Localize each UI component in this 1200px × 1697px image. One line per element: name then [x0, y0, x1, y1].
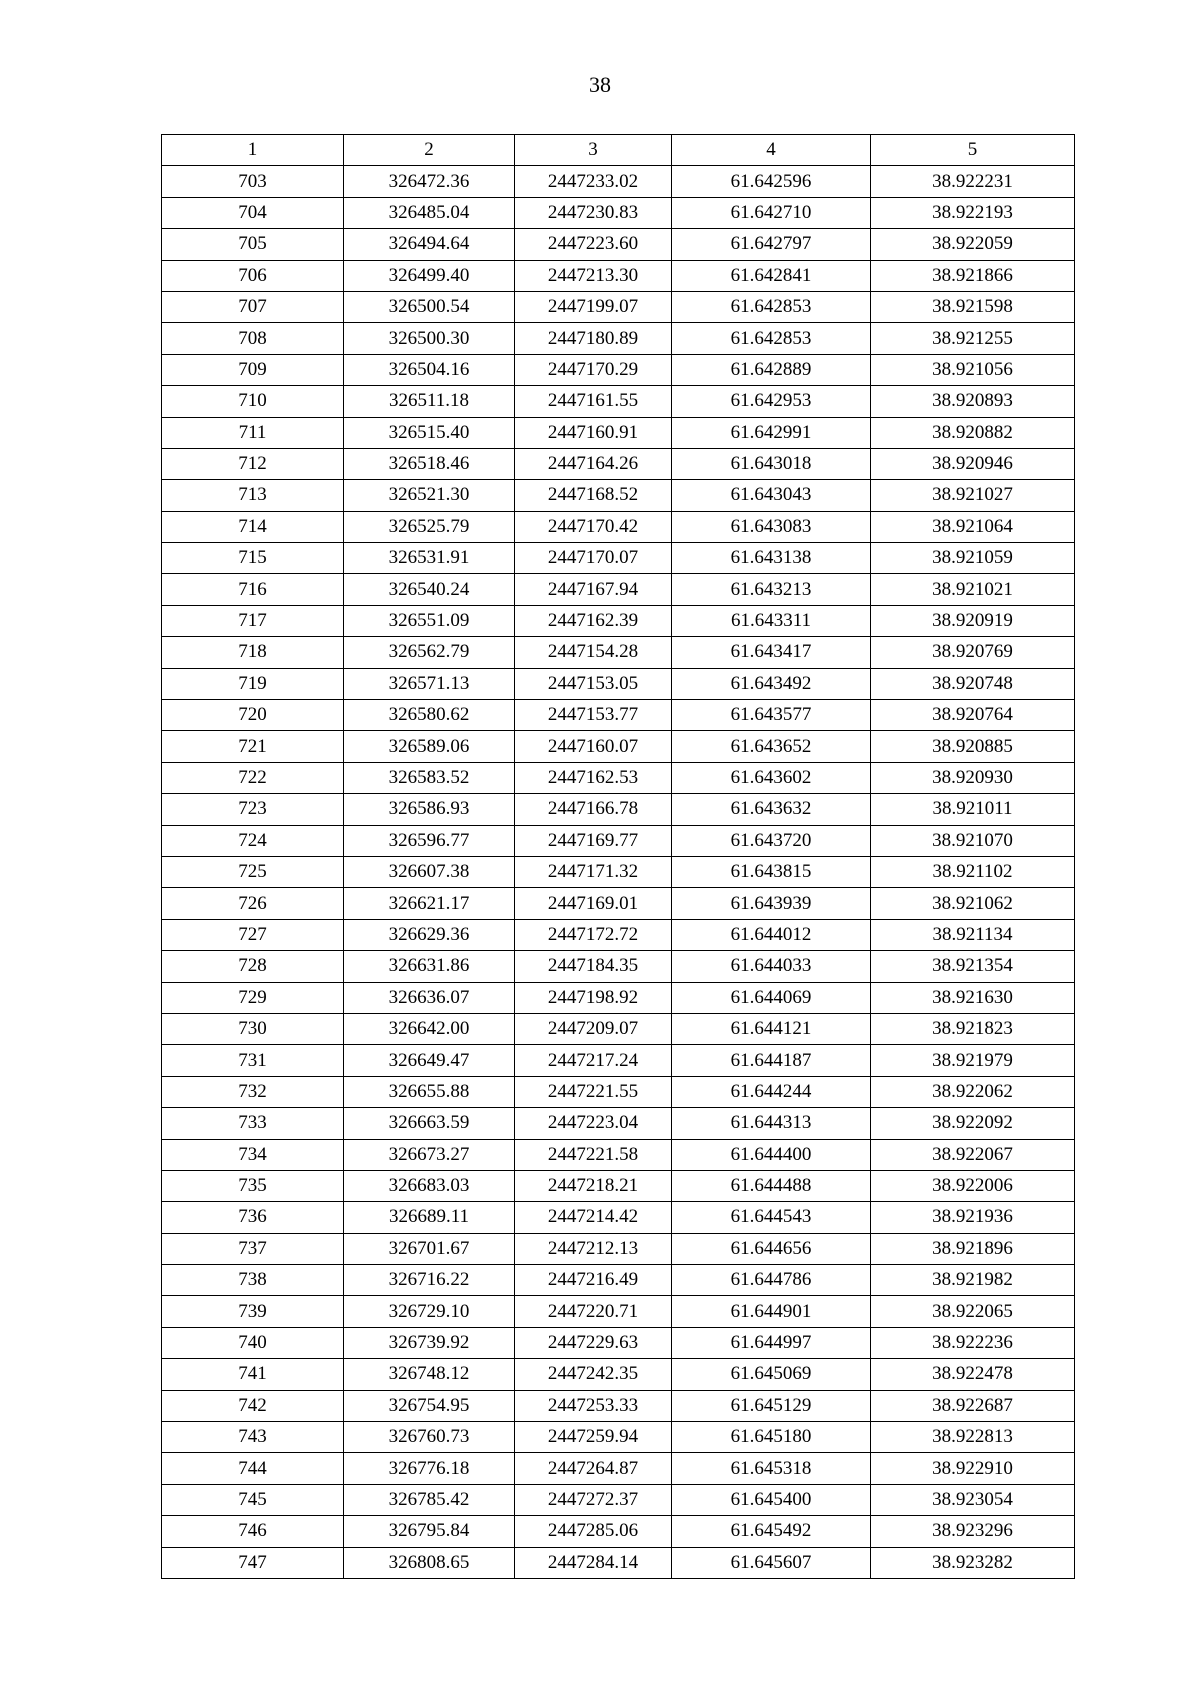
point-number-cell: 735 [162, 1170, 344, 1201]
point-number-cell: 723 [162, 794, 344, 825]
point-number-cell: 726 [162, 888, 344, 919]
y-coordinate-cell: 2447170.29 [515, 354, 672, 385]
table-row [162, 1296, 1075, 1327]
y-coordinate-cell: 2447221.58 [515, 1139, 672, 1170]
latitude-cell: 61.642710 [672, 197, 871, 228]
latitude-cell: 61.643815 [672, 856, 871, 887]
point-number-cell: 713 [162, 480, 344, 511]
longitude-cell: 38.921056 [871, 354, 1075, 385]
longitude-cell: 38.921011 [871, 794, 1075, 825]
point-number-cell: 704 [162, 197, 344, 228]
table-row [162, 197, 1075, 228]
latitude-cell: 61.645069 [672, 1359, 871, 1390]
y-coordinate-cell: 2447209.07 [515, 1013, 672, 1044]
column-header-4: 4 [672, 135, 871, 166]
point-number-cell: 737 [162, 1233, 344, 1264]
table-row [162, 448, 1075, 479]
y-coordinate-cell: 2447169.77 [515, 825, 672, 856]
point-number-cell: 708 [162, 323, 344, 354]
latitude-cell: 61.643043 [672, 480, 871, 511]
point-number-cell: 740 [162, 1327, 344, 1358]
longitude-cell: 38.922062 [871, 1076, 1075, 1107]
table-row [162, 1202, 1075, 1233]
table-row [162, 1547, 1075, 1578]
latitude-cell: 61.643652 [672, 731, 871, 762]
longitude-cell: 38.920893 [871, 386, 1075, 417]
x-coordinate-cell: 326607.38 [344, 856, 515, 887]
coordinates-table [161, 134, 1075, 1579]
x-coordinate-cell: 326689.11 [344, 1202, 515, 1233]
x-coordinate-cell: 326754.95 [344, 1390, 515, 1421]
latitude-cell: 61.644786 [672, 1265, 871, 1296]
point-number-cell: 730 [162, 1013, 344, 1044]
table-row [162, 1139, 1075, 1170]
x-coordinate-cell: 326760.73 [344, 1422, 515, 1453]
table-row [162, 166, 1075, 197]
point-number-cell: 705 [162, 229, 344, 260]
latitude-cell: 61.644012 [672, 919, 871, 950]
y-coordinate-cell: 2447153.05 [515, 668, 672, 699]
latitude-cell: 61.645318 [672, 1453, 871, 1484]
table-row [162, 888, 1075, 919]
x-coordinate-cell: 326515.40 [344, 417, 515, 448]
latitude-cell: 61.644997 [672, 1327, 871, 1358]
latitude-cell: 61.644400 [672, 1139, 871, 1170]
y-coordinate-cell: 2447160.07 [515, 731, 672, 762]
longitude-cell: 38.922092 [871, 1108, 1075, 1139]
y-coordinate-cell: 2447168.52 [515, 480, 672, 511]
table-row [162, 511, 1075, 542]
y-coordinate-cell: 2447153.77 [515, 700, 672, 731]
x-coordinate-cell: 326621.17 [344, 888, 515, 919]
latitude-cell: 61.642953 [672, 386, 871, 417]
x-coordinate-cell: 326551.09 [344, 605, 515, 636]
y-coordinate-cell: 2447170.07 [515, 543, 672, 574]
longitude-cell: 38.920885 [871, 731, 1075, 762]
x-coordinate-cell: 326729.10 [344, 1296, 515, 1327]
latitude-cell: 61.643213 [672, 574, 871, 605]
point-number-cell: 742 [162, 1390, 344, 1421]
point-number-cell: 724 [162, 825, 344, 856]
longitude-cell: 38.920930 [871, 762, 1075, 793]
x-coordinate-cell: 326583.52 [344, 762, 515, 793]
longitude-cell: 38.920769 [871, 637, 1075, 668]
point-number-cell: 736 [162, 1202, 344, 1233]
table-row [162, 605, 1075, 636]
y-coordinate-cell: 2447162.39 [515, 605, 672, 636]
point-number-cell: 707 [162, 291, 344, 322]
x-coordinate-cell: 326739.92 [344, 1327, 515, 1358]
longitude-cell: 38.921070 [871, 825, 1075, 856]
latitude-cell: 61.642889 [672, 354, 871, 385]
longitude-cell: 38.922067 [871, 1139, 1075, 1170]
longitude-cell: 38.921027 [871, 480, 1075, 511]
point-number-cell: 733 [162, 1108, 344, 1139]
point-number-cell: 727 [162, 919, 344, 950]
longitude-cell: 38.921255 [871, 323, 1075, 354]
y-coordinate-cell: 2447285.06 [515, 1516, 672, 1547]
longitude-cell: 38.922193 [871, 197, 1075, 228]
latitude-cell: 61.642853 [672, 323, 871, 354]
longitude-cell: 38.921064 [871, 511, 1075, 542]
point-number-cell: 741 [162, 1359, 344, 1390]
table-row [162, 1359, 1075, 1390]
x-coordinate-cell: 326500.30 [344, 323, 515, 354]
longitude-cell: 38.920946 [871, 448, 1075, 479]
x-coordinate-cell: 326562.79 [344, 637, 515, 668]
x-coordinate-cell: 326589.06 [344, 731, 515, 762]
table-row [162, 794, 1075, 825]
x-coordinate-cell: 326531.91 [344, 543, 515, 574]
table-row [162, 1108, 1075, 1139]
table-row [162, 825, 1075, 856]
column-header-5: 5 [871, 135, 1075, 166]
x-coordinate-cell: 326785.42 [344, 1484, 515, 1515]
longitude-cell: 38.921059 [871, 543, 1075, 574]
table-row [162, 982, 1075, 1013]
table-row [162, 762, 1075, 793]
latitude-cell: 61.644488 [672, 1170, 871, 1201]
latitude-cell: 61.644656 [672, 1233, 871, 1264]
table-body [162, 166, 1075, 1579]
latitude-cell: 61.643083 [672, 511, 871, 542]
y-coordinate-cell: 2447233.02 [515, 166, 672, 197]
longitude-cell: 38.921062 [871, 888, 1075, 919]
column-header-2: 2 [344, 135, 515, 166]
latitude-cell: 61.643602 [672, 762, 871, 793]
latitude-cell: 61.643018 [672, 448, 871, 479]
latitude-cell: 61.644313 [672, 1108, 871, 1139]
x-coordinate-cell: 326525.79 [344, 511, 515, 542]
longitude-cell: 38.920919 [871, 605, 1075, 636]
point-number-cell: 718 [162, 637, 344, 668]
y-coordinate-cell: 2447164.26 [515, 448, 672, 479]
table-header [162, 135, 1075, 166]
point-number-cell: 712 [162, 448, 344, 479]
y-coordinate-cell: 2447169.01 [515, 888, 672, 919]
y-coordinate-cell: 2447253.33 [515, 1390, 672, 1421]
longitude-cell: 38.921866 [871, 260, 1075, 291]
latitude-cell: 61.645180 [672, 1422, 871, 1453]
y-coordinate-cell: 2447213.30 [515, 260, 672, 291]
point-number-cell: 734 [162, 1139, 344, 1170]
x-coordinate-cell: 326596.77 [344, 825, 515, 856]
x-coordinate-cell: 326663.59 [344, 1108, 515, 1139]
x-coordinate-cell: 326511.18 [344, 386, 515, 417]
x-coordinate-cell: 326586.93 [344, 794, 515, 825]
table-row [162, 291, 1075, 322]
y-coordinate-cell: 2447264.87 [515, 1453, 672, 1484]
table-row [162, 1265, 1075, 1296]
x-coordinate-cell: 326504.16 [344, 354, 515, 385]
table-row [162, 1390, 1075, 1421]
y-coordinate-cell: 2447180.89 [515, 323, 672, 354]
point-number-cell: 728 [162, 951, 344, 982]
point-number-cell: 720 [162, 700, 344, 731]
latitude-cell: 61.645129 [672, 1390, 871, 1421]
x-coordinate-cell: 326795.84 [344, 1516, 515, 1547]
point-number-cell: 745 [162, 1484, 344, 1515]
table-row [162, 919, 1075, 950]
y-coordinate-cell: 2447272.37 [515, 1484, 672, 1515]
table-row [162, 856, 1075, 887]
y-coordinate-cell: 2447160.91 [515, 417, 672, 448]
point-number-cell: 743 [162, 1422, 344, 1453]
y-coordinate-cell: 2447166.78 [515, 794, 672, 825]
point-number-cell: 729 [162, 982, 344, 1013]
y-coordinate-cell: 2447172.72 [515, 919, 672, 950]
latitude-cell: 61.643577 [672, 700, 871, 731]
latitude-cell: 61.643138 [672, 543, 871, 574]
table-row [162, 668, 1075, 699]
latitude-cell: 61.642596 [672, 166, 871, 197]
x-coordinate-cell: 326472.36 [344, 166, 515, 197]
latitude-cell: 61.645492 [672, 1516, 871, 1547]
table-row [162, 1013, 1075, 1044]
y-coordinate-cell: 2447242.35 [515, 1359, 672, 1390]
longitude-cell: 38.922813 [871, 1422, 1075, 1453]
latitude-cell: 61.644901 [672, 1296, 871, 1327]
y-coordinate-cell: 2447212.13 [515, 1233, 672, 1264]
table-row [162, 386, 1075, 417]
longitude-cell: 38.920764 [871, 700, 1075, 731]
point-number-cell: 739 [162, 1296, 344, 1327]
y-coordinate-cell: 2447171.32 [515, 856, 672, 887]
longitude-cell: 38.922478 [871, 1359, 1075, 1390]
x-coordinate-cell: 326776.18 [344, 1453, 515, 1484]
table-row [162, 1076, 1075, 1107]
y-coordinate-cell: 2447217.24 [515, 1045, 672, 1076]
x-coordinate-cell: 326521.30 [344, 480, 515, 511]
point-number-cell: 722 [162, 762, 344, 793]
x-coordinate-cell: 326716.22 [344, 1265, 515, 1296]
column-header-1: 1 [162, 135, 344, 166]
table-row [162, 1516, 1075, 1547]
longitude-cell: 38.922236 [871, 1327, 1075, 1358]
longitude-cell: 38.921102 [871, 856, 1075, 887]
point-number-cell: 746 [162, 1516, 344, 1547]
longitude-cell: 38.923282 [871, 1547, 1075, 1578]
latitude-cell: 61.644244 [672, 1076, 871, 1107]
latitude-cell: 61.644069 [672, 982, 871, 1013]
longitude-cell: 38.923054 [871, 1484, 1075, 1515]
latitude-cell: 61.642991 [672, 417, 871, 448]
latitude-cell: 61.642853 [672, 291, 871, 322]
y-coordinate-cell: 2447162.53 [515, 762, 672, 793]
longitude-cell: 38.920882 [871, 417, 1075, 448]
x-coordinate-cell: 326499.40 [344, 260, 515, 291]
latitude-cell: 61.644543 [672, 1202, 871, 1233]
longitude-cell: 38.922910 [871, 1453, 1075, 1484]
y-coordinate-cell: 2447214.42 [515, 1202, 672, 1233]
page-number: 38 [589, 72, 611, 97]
x-coordinate-cell: 326494.64 [344, 229, 515, 260]
latitude-cell: 61.643632 [672, 794, 871, 825]
point-number-cell: 732 [162, 1076, 344, 1107]
latitude-cell: 61.643492 [672, 668, 871, 699]
table-row [162, 1484, 1075, 1515]
table-row [162, 1233, 1075, 1264]
x-coordinate-cell: 326683.03 [344, 1170, 515, 1201]
y-coordinate-cell: 2447161.55 [515, 386, 672, 417]
latitude-cell: 61.642797 [672, 229, 871, 260]
longitude-cell: 38.920748 [871, 668, 1075, 699]
table-row [162, 731, 1075, 762]
table-row [162, 1327, 1075, 1358]
y-coordinate-cell: 2447154.28 [515, 637, 672, 668]
point-number-cell: 716 [162, 574, 344, 605]
y-coordinate-cell: 2447218.21 [515, 1170, 672, 1201]
point-number-cell: 738 [162, 1265, 344, 1296]
x-coordinate-cell: 326636.07 [344, 982, 515, 1013]
longitude-cell: 38.921979 [871, 1045, 1075, 1076]
x-coordinate-cell: 326673.27 [344, 1139, 515, 1170]
longitude-cell: 38.922006 [871, 1170, 1075, 1201]
x-coordinate-cell: 326629.36 [344, 919, 515, 950]
latitude-cell: 61.645607 [672, 1547, 871, 1578]
point-number-cell: 706 [162, 260, 344, 291]
longitude-cell: 38.922687 [871, 1390, 1075, 1421]
table-row [162, 951, 1075, 982]
x-coordinate-cell: 326631.86 [344, 951, 515, 982]
longitude-cell: 38.921823 [871, 1013, 1075, 1044]
y-coordinate-cell: 2447220.71 [515, 1296, 672, 1327]
header-row [162, 135, 1075, 166]
longitude-cell: 38.921936 [871, 1202, 1075, 1233]
latitude-cell: 61.644033 [672, 951, 871, 982]
table-row [162, 354, 1075, 385]
point-number-cell: 711 [162, 417, 344, 448]
y-coordinate-cell: 2447223.60 [515, 229, 672, 260]
table-row [162, 417, 1075, 448]
y-coordinate-cell: 2447167.94 [515, 574, 672, 605]
table-row [162, 480, 1075, 511]
longitude-cell: 38.921134 [871, 919, 1075, 950]
point-number-cell: 747 [162, 1547, 344, 1578]
table-row [162, 1170, 1075, 1201]
point-number-cell: 703 [162, 166, 344, 197]
latitude-cell: 61.645400 [672, 1484, 871, 1515]
longitude-cell: 38.921021 [871, 574, 1075, 605]
y-coordinate-cell: 2447284.14 [515, 1547, 672, 1578]
latitude-cell: 61.644121 [672, 1013, 871, 1044]
table-row [162, 1422, 1075, 1453]
table-row [162, 637, 1075, 668]
longitude-cell: 38.922065 [871, 1296, 1075, 1327]
point-number-cell: 714 [162, 511, 344, 542]
latitude-cell: 61.643939 [672, 888, 871, 919]
longitude-cell: 38.921598 [871, 291, 1075, 322]
longitude-cell: 38.923296 [871, 1516, 1075, 1547]
longitude-cell: 38.922231 [871, 166, 1075, 197]
x-coordinate-cell: 326580.62 [344, 700, 515, 731]
x-coordinate-cell: 326485.04 [344, 197, 515, 228]
x-coordinate-cell: 326649.47 [344, 1045, 515, 1076]
table-row [162, 323, 1075, 354]
point-number-cell: 744 [162, 1453, 344, 1484]
x-coordinate-cell: 326518.46 [344, 448, 515, 479]
point-number-cell: 731 [162, 1045, 344, 1076]
point-number-cell: 709 [162, 354, 344, 385]
longitude-cell: 38.921630 [871, 982, 1075, 1013]
point-number-cell: 725 [162, 856, 344, 887]
point-number-cell: 710 [162, 386, 344, 417]
point-number-cell: 717 [162, 605, 344, 636]
y-coordinate-cell: 2447184.35 [515, 951, 672, 982]
table-row [162, 574, 1075, 605]
y-coordinate-cell: 2447199.07 [515, 291, 672, 322]
longitude-cell: 38.921896 [871, 1233, 1075, 1264]
x-coordinate-cell: 326808.65 [344, 1547, 515, 1578]
y-coordinate-cell: 2447170.42 [515, 511, 672, 542]
table-row [162, 260, 1075, 291]
x-coordinate-cell: 326500.54 [344, 291, 515, 322]
y-coordinate-cell: 2447223.04 [515, 1108, 672, 1139]
latitude-cell: 61.643417 [672, 637, 871, 668]
point-number-cell: 721 [162, 731, 344, 762]
y-coordinate-cell: 2447259.94 [515, 1422, 672, 1453]
x-coordinate-cell: 326701.67 [344, 1233, 515, 1264]
x-coordinate-cell: 326540.24 [344, 574, 515, 605]
table-row [162, 1045, 1075, 1076]
longitude-cell: 38.921982 [871, 1265, 1075, 1296]
table-row [162, 1453, 1075, 1484]
y-coordinate-cell: 2447230.83 [515, 197, 672, 228]
y-coordinate-cell: 2447221.55 [515, 1076, 672, 1107]
x-coordinate-cell: 326642.00 [344, 1013, 515, 1044]
longitude-cell: 38.922059 [871, 229, 1075, 260]
x-coordinate-cell: 326655.88 [344, 1076, 515, 1107]
latitude-cell: 61.644187 [672, 1045, 871, 1076]
table-row [162, 229, 1075, 260]
latitude-cell: 61.642841 [672, 260, 871, 291]
x-coordinate-cell: 326748.12 [344, 1359, 515, 1390]
column-header-3: 3 [515, 135, 672, 166]
latitude-cell: 61.643311 [672, 605, 871, 636]
longitude-cell: 38.921354 [871, 951, 1075, 982]
point-number-cell: 715 [162, 543, 344, 574]
table-row [162, 543, 1075, 574]
y-coordinate-cell: 2447198.92 [515, 982, 672, 1013]
y-coordinate-cell: 2447229.63 [515, 1327, 672, 1358]
x-coordinate-cell: 326571.13 [344, 668, 515, 699]
y-coordinate-cell: 2447216.49 [515, 1265, 672, 1296]
table-row [162, 700, 1075, 731]
point-number-cell: 719 [162, 668, 344, 699]
latitude-cell: 61.643720 [672, 825, 871, 856]
